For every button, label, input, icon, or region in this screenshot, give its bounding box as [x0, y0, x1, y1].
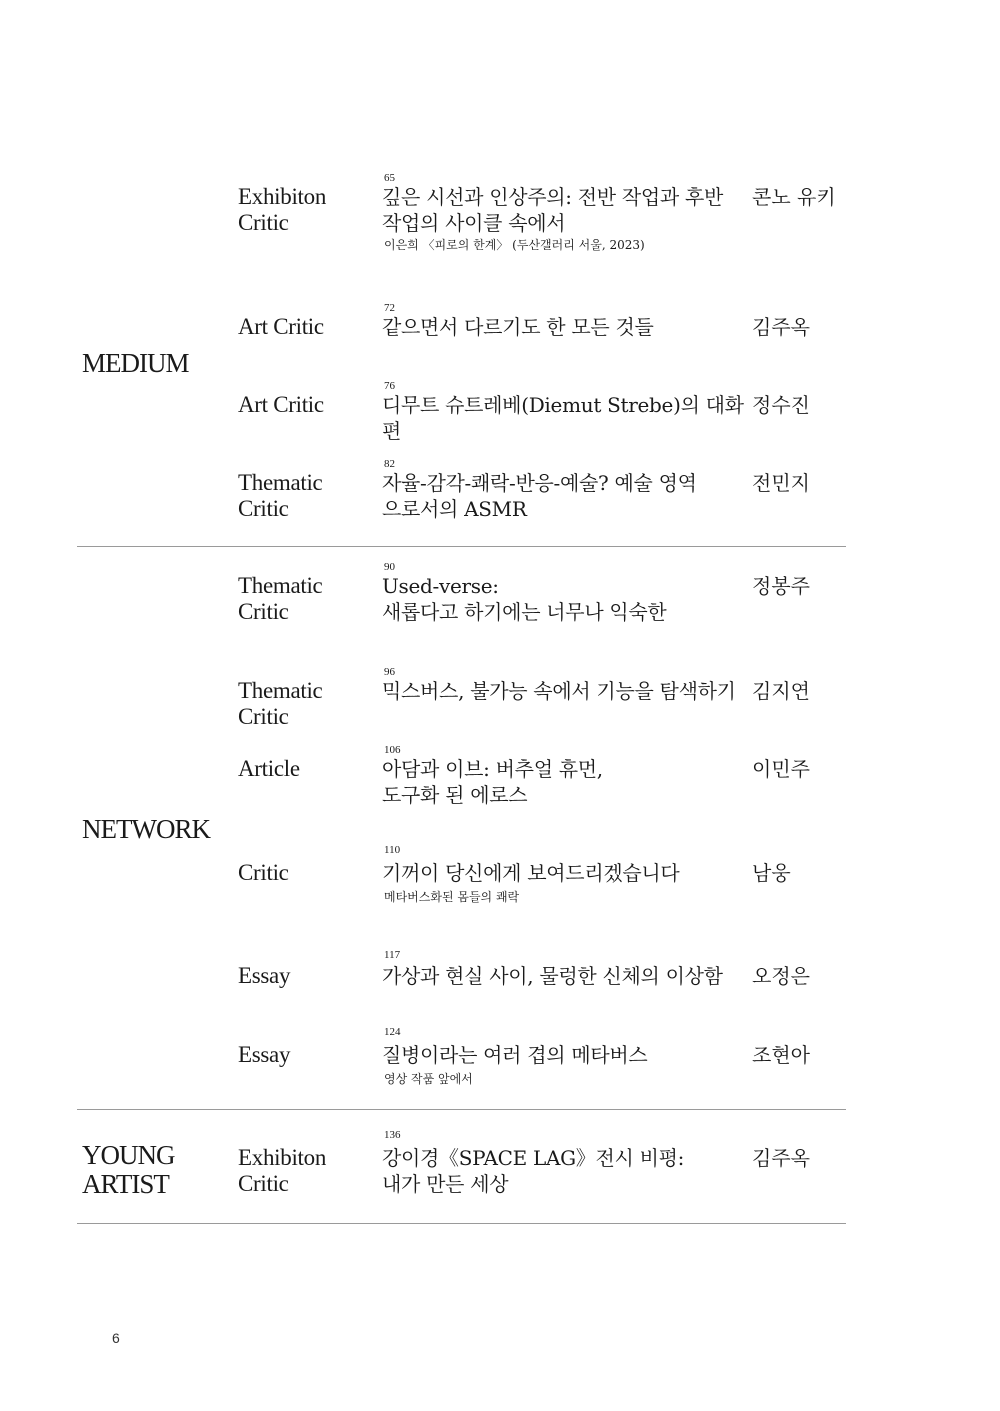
page-number-label: 136 [384, 1129, 401, 1141]
entry-subtitle: 영상 작품 앞에서 [384, 1072, 473, 1086]
entry-author: 정봉주 [752, 574, 810, 598]
entry-author: 이민주 [752, 757, 810, 781]
entry-author: 콘노 유키 [752, 185, 836, 209]
page-number-label: 124 [384, 1026, 401, 1038]
page-number-label: 96 [384, 666, 395, 678]
entry-category: Thematic Critic [238, 678, 323, 729]
entry-title[interactable]: 강이경《SPACE LAG》전시 비평: 내가 만든 세상 [382, 1146, 685, 1196]
page-number-label: 90 [384, 561, 395, 573]
entry-category: Exhibiton Critic [238, 184, 327, 235]
entry-title[interactable]: 믹스버스, 불가능 속에서 기능을 탐색하기 [382, 679, 736, 703]
entry-category: Art Critic [238, 392, 324, 417]
entry-category: Essay [238, 1042, 291, 1067]
page-number-label: 76 [384, 380, 395, 392]
entry-category: Critic [238, 860, 289, 885]
section-divider [77, 1223, 846, 1224]
entry-subtitle: 메타버스화된 몸들의 쾌락 [384, 890, 520, 904]
entry-title[interactable]: 자율-감각-쾌락-반응-예술? 예술 영역 으로서의 ASMR [382, 471, 697, 521]
entry-title[interactable]: 가상과 현실 사이, 물렁한 신체의 이상함 [382, 964, 723, 988]
entry-title[interactable]: 같으면서 다르기도 한 모든 것들 [382, 315, 654, 339]
page-number-label: 65 [384, 172, 395, 184]
section-divider [77, 546, 846, 547]
entry-author: 정수진 [752, 393, 810, 417]
entry-author: 김주옥 [752, 315, 810, 339]
page-number-label: 117 [384, 949, 401, 961]
page-number-label: 72 [384, 302, 395, 314]
entry-author: 전민지 [752, 471, 810, 495]
page-number-label: 110 [384, 844, 401, 856]
entry-author: 김지연 [752, 679, 810, 703]
entry-category: Thematic Critic [238, 573, 323, 624]
entry-author: 남웅 [752, 861, 791, 885]
entry-title[interactable]: 디무트 슈트레베(Diemut Strebe)의 대화편 [382, 393, 744, 443]
entry-title[interactable]: 아담과 이브: 버추얼 휴먼, 도구화 된 에로스 [382, 757, 603, 807]
entry-subtitle: 이은희 〈피로의 한계〉 (두산갤러리 서울, 2023) [384, 238, 645, 252]
entry-title[interactable]: 기꺼이 당신에게 보여드리겠습니다 [382, 861, 680, 885]
entry-author: 조현아 [752, 1043, 810, 1067]
entry-title[interactable]: 깊은 시선과 인상주의: 전반 작업과 후반 작업의 사이클 속에서 [382, 185, 724, 235]
section-title-young-artist: YOUNG ARTIST [82, 1140, 175, 1199]
section-title-network: NETWORK [82, 814, 210, 844]
entry-category: Essay [238, 963, 291, 988]
page-number-label: 106 [384, 744, 401, 756]
entry-category: Art Critic [238, 314, 324, 339]
entry-title[interactable]: 질병이라는 여러 겹의 메타버스 [382, 1043, 648, 1067]
section-divider [77, 1109, 846, 1110]
entry-author: 오정은 [752, 964, 810, 988]
page-number-label: 82 [384, 458, 395, 470]
page-number: 6 [112, 1330, 120, 1346]
entry-category: Thematic Critic [238, 470, 323, 521]
entry-category: Exhibiton Critic [238, 1145, 327, 1196]
entry-title[interactable]: Used-verse: 새롭다고 하기에는 너무나 익숙한 [382, 574, 667, 624]
entry-category: Article [238, 756, 300, 781]
section-title-medium: MEDIUM [82, 348, 189, 378]
entry-author: 김주옥 [752, 1146, 810, 1170]
